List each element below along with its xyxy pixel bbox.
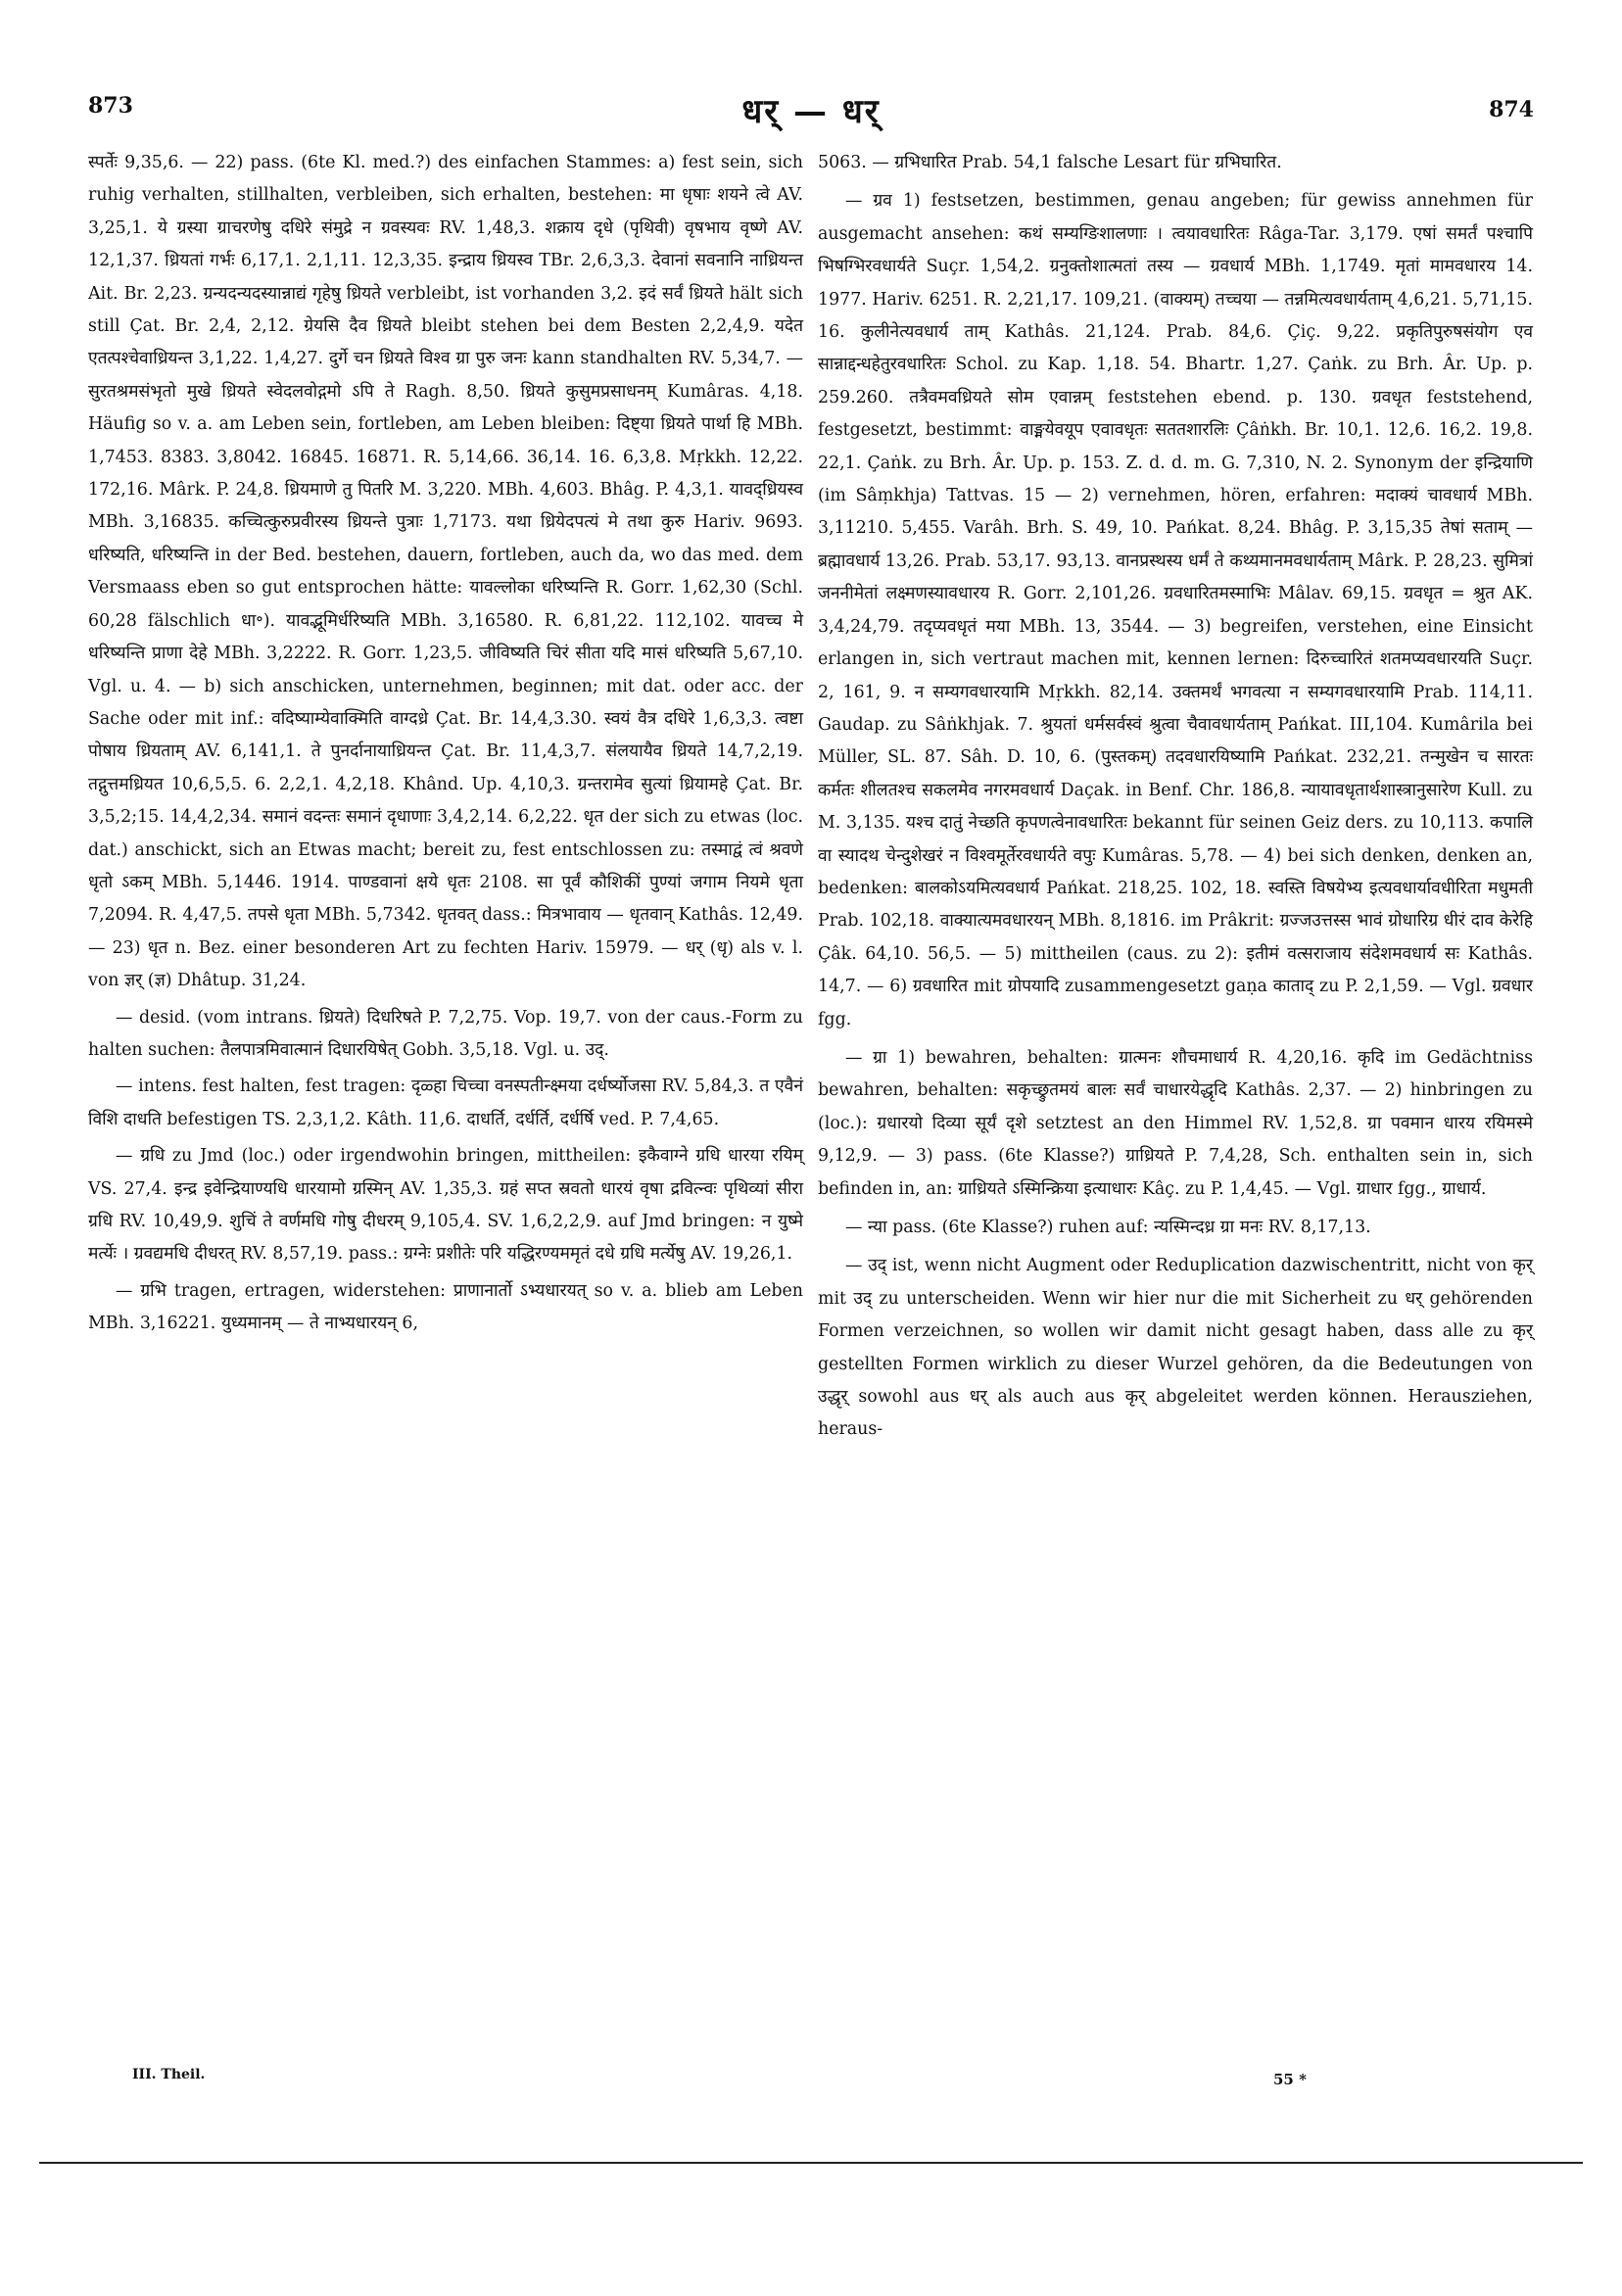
volume-label: III. Theil. bbox=[132, 2067, 206, 2082]
right-column bbox=[818, 147, 1533, 1453]
entry-paragraph: — ग्रधि zu Jmd (loc.) oder irgendwohin bringen, mittheilen: इकैवाग्ने ग्रधि धारया रयिम् VS. 27,4. इन्द्र इवेन्द्रियाण्यधि धारयामो ग्रस्मिन् AV. 1,35,3. ग्रहं सप्त स्रवतो धारयं वृषा द्रवित्न्वः पृथिव्यां सीरा ग्रधि RV. 10,49,9. शुचिं ते वर्णमधि गोषु दीधरम् 9,105,4. SV. 1,6,2,2,9. auf Jmd bringen: न युष्मे मर्त्येः । ग्रवद्यमधि दीधरत् RV. 8,57,19. pass.: ग्रग्नेः प्रशीतेः परि यद्धिरण्यममृतं दधे ग्रधि मर्त्येषु AV. 19,26,1. bbox=[88, 1146, 803, 1265]
entry-paragraph: — ग्रव 1) festsetzen, bestimmen, genau angeben; für gewiss annehmen für ausgemacht ansehen: कथं सम्यग्ङिशालणाः । त्वयावधारितः Râga-Tar. 3,179. एषां समर्तं पश्चापि भिषग्भिरवधार्यते Suçr. 1,54,2. ग्रनुक्तोशात्मतां तस्य — ग्रवधार्य MBh. 1,1749. मृतां मामवधारय 14. 1977. Hariv. 6251. R. 2,21,17. 109,21. (वाक्यम्) तच्चया — तन्नमित्यवधार्यताम् 4,6,21. 5,71,15. 16. कुलीनेत्यवधार्य ताम् Kathâs. 21,124. Prab. 84,6. Çiç. 9,22. प्रकृतिपुरुषसंयोग एव सान्नाद्दन्धहेतुरवधारितः Schol. zu Kap. 1,18. 54. Bhartr. 1,27. Çaṅk. zu Brh. Âr. Up. p. 259.260. तत्रैवमवध्रियते सोम एवान्नम् feststehen ebend. p. 130. ग्रवधृत feststehend, festgesetzt, bestimmt: वाङ्मयेवयूप एवावधृतः सततशारलिः Çâṅkh. Br. 10,1. 12,6. 16,2. 19,8. 22,1. Çaṅk. zu Brh. Âr. Up. p. 153. Z. d. d. m. G. 7,310, N. 2. Synonym der इन्द्रियाणि (im Sâṃkhja) Tattvas. 15 — 2) vernehmen, hören, erfahren: मदाक्यं चावधार्य MBh. 3,11210. 5,455. Varâh. Brh. S. 49, 10. Pańkat. 8,24. Bhâg. P. 3,15,35 तेषां सताम् — ब्रह्मावधार्य 13,26. Prab. 53,17. 93,13. वानप्रस्थस्य धर्मं ते कथ्यमानमवधार्यताम् Mârk. P. 28,23. सुमित्रां जननीमेतां लक्ष्मणस्यावधारय R. Gorr. 2,101,26. ग्रवधारितमस्माभिः Mâlav. 69,15. ग्रवधृत = श्रुत AK. 3,4,24,79. तदृप्यवधृतं मया MBh. 13, 3544. — 3) begreifen, verstehen, eine Einsicht erlangen in, sich vertraut machen mit, kennen lernen: दिरुच्चारितं शतमप्यवधारयति Suçr. 2, 161, 9. न सम्यगवधारयामि Mṛkkh. 82,14. उक्तमर्थं भगवत्या न सम्यगवधारयामि Prab. 114,11. Gaudap. zu Sâṅkhjak. 7. श्रुयतां धर्मसर्वस्वं श्रुत्वा चैवावधार्यताम् Pańkat. III,104. Kumârila bei Müller, SL. 87. Sâh. D. 10, 6. (पुस्तकम्) तदवधारयिष्यामि Pańkat. 232,21. तन्मुखेन च सारतः कर्मतः शीलतश्च सकलमेव नगरमवधार्य Daçak. in Benf. Chr. 186,8. न्यायावधृतार्थशास्त्रानुसारेण Kull. zu M. 3,135. यश्च दातुं नेच्छति कृपणत्वेनावधारितः bekannt für seinen Geiz ders. zu 10,113. कपालि वा स्यादथ चेन्दुशेखरं न विश्वमूर्तेरवधार्यते वपुः Kumâras. 5,78. — 4) bei sich denken, denken an, bedenken: बालकोऽयमित्यवधार्य Pańkat. 218,25. 102, 18. स्वस्ति विषयेभ्य इत्यवधार्यावधीरिता मधुमती Prab. 102,18. वाक्यात्यमवधारयन् MBh. 8,1816. im Prâkrit: ग्रज्जउत्तस्स भावं ग्रोधारिग्र धीरं दाव केरेहि Çâk. 64,10. 56,5. — 5) mittheilen (caus. zu 2): इतीमं वत्सराजाय संदेशमवधार्य सः Kathâs. 14,7. — 6) ग्रवधारित mit ग्रोपयादि zusammengesetzt gaṇa काताद् zu P. 2,1,59. — Vgl. ग्रवधार fgg. bbox=[818, 191, 1533, 1029]
bottom-divider bbox=[39, 2162, 1583, 2164]
left-column bbox=[88, 147, 803, 1345]
right-page-number: 874 bbox=[1489, 97, 1534, 122]
entry-paragraph: 5063. — ग्रभिधारित Prab. 54,1 falsche Lesart für ग्रभिघारित. bbox=[818, 153, 1282, 172]
entry-paragraph: — intens. fest halten, fest tragen: दृळ्हा चिच्चा वनस्पतीन्क्ष्मया दर्धर्ष्योजसा RV. 5,84,3. त एवैनं विशि दाधति befestigen TS. 2,3,1,2. Kâth. 11,6. दाधर्ति, दर्धर्ति, दर्धर्षि ved. P. 7,4,65. bbox=[88, 1076, 803, 1129]
entry-paragraph: — न्या pass. (6te Klasse?) ruhen auf: न्यस्मिन्दध्र ग्रा मनः RV. 8,17,13. bbox=[845, 1218, 1371, 1237]
entry-paragraph: — ग्रा 1) bewahren, behalten: ग्रात्मनः शौचमाधार्य R. 4,20,16. कृदि im Gedächtniss bewahren, behalten: सकृच्छ्रुतमयं बालः सर्वं चाधारयेद्धृदि Kathâs. 2,37. — 2) hinbringen zu (loc.): ग्रधारयो दिव्या सूर्यं दृशे setztest an den Himmel RV. 1,52,8. ग्रा पवमान धारय रयिमस्मे 9,12,9. — 3) pass. (6te Klasse?) ग्राध्रियते P. 7,4,28, Sch. enthalten sein in, sich befinden in, an: ग्राध्रियते ऽस्मिन्क्रिया इत्याधारः Kâç. zu P. 1,4,45. — Vgl. ग्राधार fgg., ग्राधार्य. bbox=[818, 1047, 1533, 1199]
entry-paragraph: — ग्रभि tragen, ertragen, widerstehen: प्राणानार्तो ऽभ्यधारयत् so v. a. blieb am Leben MBh. 3,16221. युध्यमानम् — ते नाभ्यधारयन् 6, bbox=[88, 1280, 803, 1334]
entry-paragraph: — desid. (vom intrans. ध्रियते) दिधरिषते P. 7,2,75. Vop. 19,7. von der caus.-Form zu halten suchen: तैलपात्रमिवात्मानं दिधारयिषेत् Gobh. 3,5,18. Vgl. u. उद्. bbox=[88, 1007, 803, 1060]
running-headword: धर् — धर् bbox=[741, 92, 881, 131]
page-header bbox=[88, 93, 1534, 142]
left-page-number: 873 bbox=[88, 93, 133, 119]
entry-paragraph: — उद् ist, wenn nicht Augment oder Reduplication dazwischentritt, nicht von कृर् mit उद् zu unterscheiden. Wenn wir hier nur die mit Sicherheit zu धर् gehörenden Formen verzeichnen, so wollen wir damit nicht gesagt haben, dass alle zu कृर् gestellten Formen wirklich zu dieser Wurzel gehören, da die Bedeutungen von उद्धृर् sowohl aus धर् als auch aus कृर् abgeleitet werden können. Herausziehen, heraus- bbox=[818, 1256, 1533, 1440]
signature-mark: 55 * bbox=[1273, 2071, 1307, 2088]
entry-paragraph: स्पर्तेः 9,35,6. — 22) pass. (6te Kl. med.?) des einfachen Stammes: a) fest sein, sich ruhig verhalten, stillhalten, verbleiben, sich erhalten, bestehen: मा धृषाः शयने त्वे AV. 3,25,1. ये ग्रस्या ग्राचरणेषु दधिरे संमुद्रे न ग्रवस्यवः RV. 1,48,3. शक्राय दृधे (पृथिवी) वृषभाय वृष्णे AV. 12,1,37. ध्रियतां गर्भः 6,17,1. 2,1,11. 12,3,35. इन्द्राय ध्रियस्व TBr. 2,6,3,3. देवानां सवनानि नाध्रियन्त Ait. Br. 2,23. ग्रन्यदन्यदस्यान्नाद्यं गृहेषु ध्रियते verbleibt, ist vorhanden 3,2. इदं सर्वं ध्रियते hält sich still Çat. Br. 2,4, 2,12. ग्रेयसि दैव ध्रियते bleibt stehen bei dem Besten 2,2,4,9. यदेत एतत्पश्चेवाध्रियन्त 3,1,22. 1,4,27. दुर्गे चन ध्रियते विश्व ग्रा पुरु जनः kann standhalten RV. 5,34,7. — सुरतश्रमसंभृतो मुखे ध्रियते स्वेदलवोद्गमो ऽपि ते Ragh. 8,50. ध्रियते कुसुमप्रसाधनम् Kumâras. 4,18. Häufig so v. a. am Leben sein, fortleben, am Leben bleiben: दिष्ट्या ध्रियते पार्था हि MBh. 1,7453. 8383. 3,8042. 16845. 16871. R. 5,14,66. 36,14. 16. 6,3,8. Mṛkkh. 12,22. 172,16. Mârk. P. 24,8. ध्रियमाणे तु पितरि M. 3,220. MBh. 4,603. Bhâg. P. 4,3,1. यावद्ध्रियस्व MBh. 3,16835. कच्चित्कुरुप्रवीरस्य ध्रियन्ते पुत्राः 1,7173. यथा ध्रियेदपत्यं मे तथा कुरु Hariv. 9693. धरिष्यति, धरिष्यन्ति in der Bed. bestehen, dauern, fortleben, auch da, wo das med. dem Versmaass eben so gut entsprochen hätte: यावल्लोका धरिष्यन्ति R. Gorr. 1,62,30 (Schl. 60,28 fälschlich धा॰). यावद्भूमिर्धरिष्यति MBh. 3,16580. R. 6,81,22. 112,102. यावच्च मे धरिष्यन्ति प्राणा देहे MBh. 3,2222. R. Gorr. 1,23,5. जीविष्यति चिरं सीता यदि मासं धरिष्यति 5,67,10. Vgl. u. 4. — b) sich anschicken, unternehmen, beginnen; mit dat. oder acc. der Sache oder mit inf.: वदिष्याम्येवाक्मिति वाग्दध्रे Çat. Br. 14,4,3.30. स्वयं वैत्र दधिरे 1,6,3,3. त्वष्टा पोषाय ध्रियताम् AV. 6,141,1. ते पुनर्दानायाध्रियन्त Çat. Br. 11,4,3,7. संलयायैव ध्रियते 14,7,2,19. तद्गुत्तमध्रियत 10,6,5,5. 6. 2,2,1. 4,2,18. Khând. Up. 4,10,3. ग्रन्तरामेव सुत्यां ध्रियामहे Çat. Br. 3,5,2;15. 14,4,2,34. समानं वदन्तः समानं दृधाणाः 3,4,2,14. 6,2,22. धृत der sich zu etwas (loc. dat.) anschickt, sich an Etwas macht; bereit zu, fest entschlossen zu: तस्माद्वं त्वं श्रवणे धृतो ऽकम् MBh. 5,1446. 1914. पाण्डवानां क्षये धृतः 2108. सा पूर्वं कौशिकीं पुण्यां जगाम नियमे धृता 7,2094. R. 4,47,5. तपसे धृता MBh. 5,7342. धृतवत् dass.: मित्रभावाय — धृतवान् Kathâs. 12,49. — 23) धृत n. Bez. einer besonderen Art zu fechten Hariv. 15979. — धर् (धृ) als v. l. von ज्ञर् (ज्ञ) Dhâtup. 31,24. bbox=[88, 153, 803, 991]
